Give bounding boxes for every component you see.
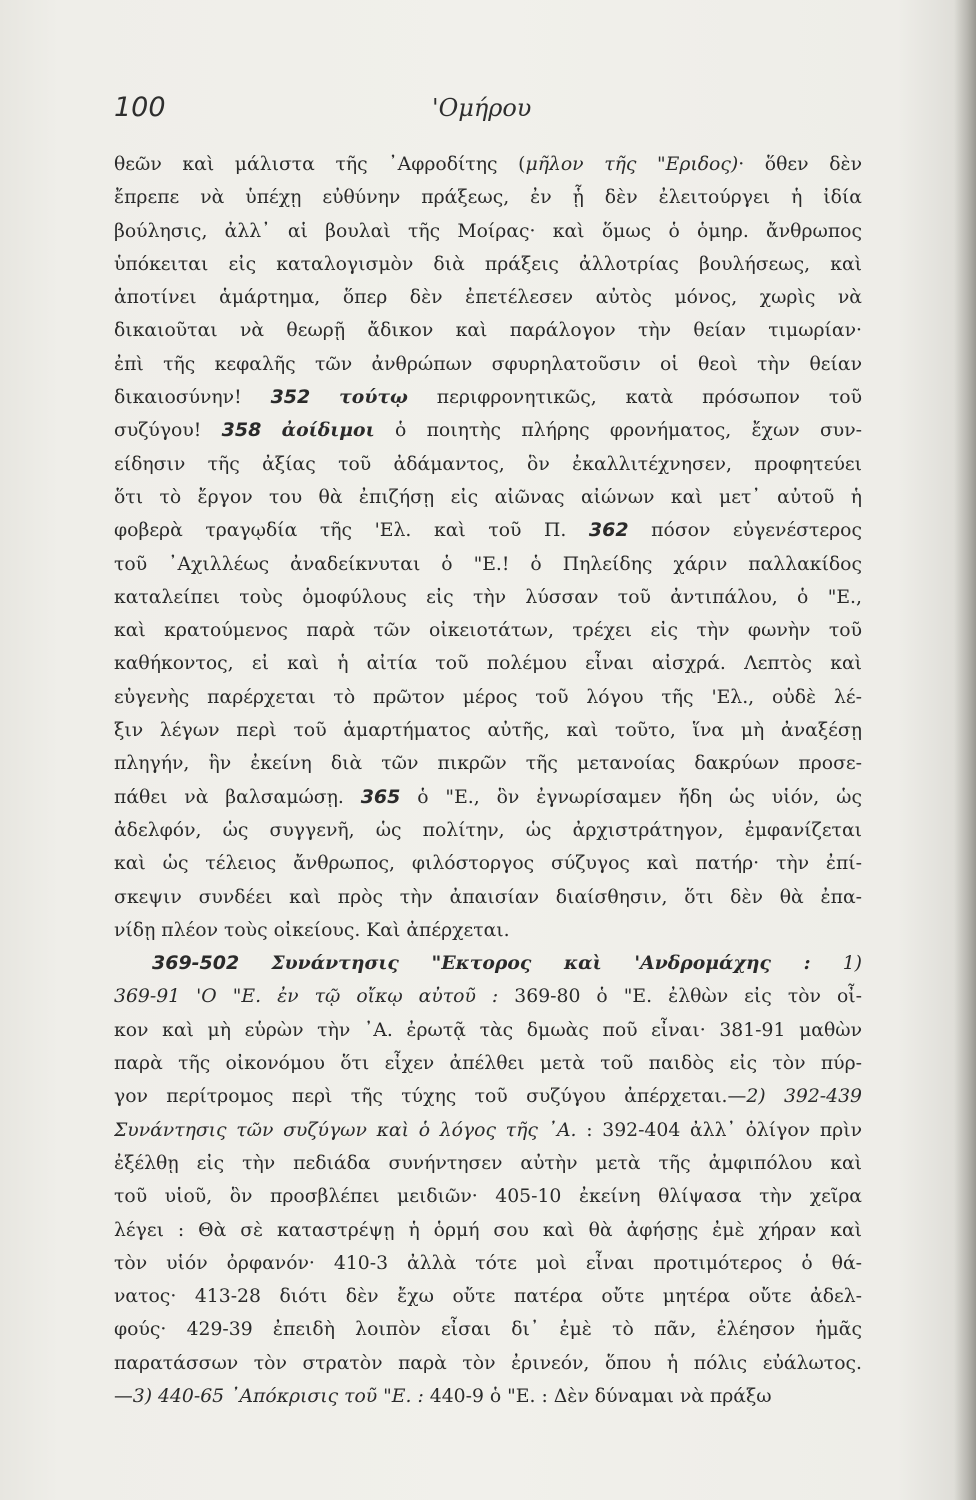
text-line [114, 248, 862, 281]
text-segment: Συνάντησις τῶν συζύγων καὶ ὁ λόγος τῆς ᾿Α. [114, 1119, 577, 1141]
text-segment: νατος· 413-28 διότι δὲν ἔχω οὔτε πατέρα οὔτε μητέρα οὔτε ἀδελ- [114, 1286, 862, 1308]
text-segment: 2) 392-439 [746, 1086, 862, 1108]
text-segment: 369-91 'Ο "Ε. ἐν τῷ οἴκῳ αὐτοῦ : [114, 986, 499, 1008]
text-segment: κον καὶ μὴ εὑρὼν τὴν ᾿Α. ἐρωτᾷ τὰς δμωὰς ποῦ εἶναι· 381-91 μαθὼν [114, 1019, 862, 1041]
text-segment: σκεψιν συνδέει καὶ πρὸς τὴν ἀπαισίαν διαίσθησιν, ὅτι δὲν θὰ ἐπα- [114, 886, 862, 908]
line-reference-number: 358 [221, 419, 262, 442]
text-line [114, 514, 862, 547]
text-segment: ὅτι τὸ ἔργον του θὰ ἐπιζήσῃ εἰς αἰῶνας αἰώνων καὶ μετ᾿ αὐτοῦ ἡ [114, 486, 862, 508]
text-line [114, 647, 862, 680]
text-segment: ὁ ποιητὴς πλήρης φρονήματος, ἔχων συν- [374, 420, 862, 442]
text-line [114, 548, 862, 581]
text-segment: θεῶν καὶ μάλιστα τῆς ᾿Αφροδίτης ( [114, 154, 526, 175]
text-line [114, 980, 862, 1013]
text-segment: καὶ κρατούμενος παρὰ τῶν οἰκειοτάτων, τρέχει εἰς τὴν φωνὴν τοῦ [114, 620, 862, 642]
text-segment: βούλησις, ἀλλ᾿ αἱ βουλαὶ τῆς Μοίρας· καὶ ὅμως ὁ ὁμηρ. ἄνθρωπος [114, 220, 862, 242]
text-line [114, 1280, 862, 1313]
text-segment: — [114, 1385, 133, 1407]
text-line [114, 747, 862, 780]
text-segment: ὑπόκειται εἰς καταλογισμὸν διὰ πράξεις ἀλλοτρίας βουλήσεως, καὶ [114, 253, 862, 275]
text-line [114, 381, 862, 414]
text-segment: καὶ ὡς τέλειος ἄνθρωπος, φιλόστοργος σύζυγος καὶ πατήρ· τὴν ἐπί- [114, 853, 862, 875]
text-segment: ἀδελφόν, ὡς συγγενῆ, ὡς πολίτην, ὡς ἀρχιστράτηγον, ἐμφανίζεται [114, 819, 862, 841]
page-edge-shadow [954, 0, 976, 1500]
line-reference-number: 369-502 [152, 952, 240, 975]
line-reference-number: 362 [588, 519, 629, 542]
line-reference-number: 352 [270, 386, 311, 409]
text-line [114, 481, 862, 514]
text-segment: ξιν λέγων περὶ τοῦ ἁμαρτήματος αὐτῆς, καὶ τοῦτο, ἵνα μὴ ἀναξέσῃ [114, 720, 862, 742]
body-text [114, 148, 862, 1413]
text-line [114, 1214, 862, 1247]
text-segment: 1) [842, 953, 862, 975]
text-line [114, 1014, 862, 1047]
text-segment: δικαιοσύνην! [114, 387, 271, 409]
text-segment: είδησιν τῆς ἀξίας τοῦ ἀδάμαντος, ὃν ἐκαλλιτέχνησεν, προφητεύει [114, 453, 862, 475]
text-segment: δικαιοῦται νὰ θεωρῇ ἄδικον καὶ παράλογον τὴν θείαν τιμωρίαν· [114, 320, 862, 342]
text-segment: πάθει νὰ βαλσαμώσῃ. [114, 786, 361, 808]
text-segment: τοῦ υἱοῦ, ὃν προσβλέπει μειδιῶν· 405-10 ἐκείνη θλίψασα τὴν χεῖρα [114, 1186, 862, 1208]
text-line [114, 1080, 862, 1113]
text-segment [261, 420, 281, 441]
text-line [114, 148, 862, 181]
text-line [114, 281, 862, 314]
text-line [114, 914, 862, 947]
text-segment: · ὅθεν δὲν [738, 154, 862, 175]
text-segment: πόσον εὐγενέστερος [628, 520, 862, 542]
text-segment: περιφρονητικῶς, κατὰ πρόσωπον τοῦ [407, 387, 862, 409]
text-segment: ἀποτίνει ἁμάρτημα, ὅπερ δὲν ἐπετέλεσεν αὐτὸς μόνος, χωρὶς νὰ [114, 287, 862, 309]
text-line [114, 181, 862, 214]
text-line [114, 681, 862, 714]
text-segment: λέγει : Θὰ σὲ καταστρέψῃ ἡ ὁρμή σου καὶ θὰ ἀφήσῃς ἐμὲ χήραν καὶ [114, 1219, 862, 1241]
text-line [114, 448, 862, 481]
text-segment: καταλείπει τοὺς ὁμοφύλους εἰς τὴν λύσσαν τοῦ ἀντιπάλου, ὁ "Ε., [114, 586, 862, 608]
text-segment: : 392-404 ἀλλ᾿ ὀλίγον πρὶν [576, 1119, 862, 1141]
text-line [114, 1047, 862, 1080]
text-line [114, 847, 862, 880]
text-line [114, 947, 862, 980]
text-segment: μῆλον τῆς "Εριδος) [525, 154, 739, 175]
text-segment: Συνάντησις "Εκτορος καὶ 'Ανδρομάχης : [271, 952, 811, 975]
text-line [114, 215, 862, 248]
text-line [114, 414, 862, 447]
page-header [114, 92, 864, 132]
text-line [114, 881, 862, 914]
text-segment: φούς· 429-39 ἐπειδὴ λοιπὸν εἶσαι δι᾿ ἐμὲ τὸ πᾶν, ἐλέησον ἡμᾶς [114, 1319, 862, 1341]
text-line [114, 714, 862, 747]
text-segment: εὐγενὴς παρέρχεται τὸ πρῶτον μέρος τοῦ λόγου τῆς 'Ελ., οὐδὲ λέ- [114, 686, 862, 708]
text-line [114, 1180, 862, 1213]
text-line [114, 1313, 862, 1346]
text-line [114, 1147, 862, 1180]
text-segment: φοβερὰ τραγῳδία τῆς 'Ελ. καὶ τοῦ Π. [114, 520, 589, 542]
text-line [114, 581, 862, 614]
text-segment: ὁ "Ε., ὃν ἐγνωρίσαμεν ἤδη ὡς υἱόν, ὡς [400, 786, 862, 808]
running-head: 'Ομήρου [432, 94, 532, 122]
text-line [114, 1114, 862, 1147]
text-line [114, 314, 862, 347]
text-segment: συζύγου! [114, 420, 222, 442]
text-segment: ἐπὶ τῆς κεφαλῆς τῶν ἀνθρώπων σφυρηλατοῦσιν οἱ θεοὶ τὴν θείαν [114, 353, 862, 375]
text-line [114, 814, 862, 847]
text-segment: ἐξέλθῃ εἰς τὴν πεδιάδα συνήντησεν αὐτὴν μετὰ τῆς ἀμφιπόλου καὶ [114, 1152, 862, 1174]
text-segment: τούτῳ [339, 386, 408, 409]
text-line [114, 614, 862, 647]
line-reference-number: 365 [360, 785, 401, 808]
text-segment: ἔπρεπε νὰ ὑπέχῃ εὐθύνην πράξεως, ἐν ᾗ δὲν ἐλειτούργει ἡ ἰδία [114, 187, 862, 209]
text-segment: 440-9 ὁ "Ε. : Δὲν δύναμαι νὰ πράξω [423, 1385, 772, 1407]
text-segment: καθήκοντος, εἰ καὶ ἡ αἰτία τοῦ πολέμου εἶναι αἰσχρά. Λεπτὸς καὶ [114, 653, 862, 675]
text-segment: ἀοίδιμοι [281, 419, 375, 442]
text-line [114, 1247, 862, 1280]
text-segment: τὸν υἱόν ὀρφανόν· 410-3 ἀλλὰ τότε μοὶ εἶναι προτιμότερος ὁ θά- [114, 1252, 862, 1274]
text-segment [310, 387, 339, 408]
text-segment: τοῦ ᾿Αχιλλέως ἀναδείκνυται ὁ "Ε.! ὁ Πηλείδης χάριν παλλακίδος [114, 553, 862, 575]
text-segment: νίδῃ πλέον τοὺς οἰκείους. Καὶ ἀπέρχεται. [114, 919, 510, 941]
text-segment [811, 953, 843, 974]
text-line [114, 348, 862, 381]
text-line [114, 781, 862, 814]
text-segment: γον περίτρομος περὶ τῆς τύχης τοῦ συζύγου ἀπέρχεται.— [114, 1086, 747, 1108]
text-line [114, 1380, 862, 1413]
text-segment [239, 953, 271, 974]
page-number: 100 [114, 92, 166, 123]
text-segment: 369-80 ὁ "Ε. ἐλθὼν εἰς τὸν οἶ- [498, 986, 862, 1008]
text-segment: 3) 440-65 ᾿Απόκρισις τοῦ "Ε. : [132, 1385, 424, 1407]
text-segment: παρατάσσων τὸν στρατὸν παρὰ τὸν ἐρινεόν, ὅπου ἡ πόλις εὐάλωτος. [114, 1352, 862, 1374]
text-segment: πληγήν, ἣν ἐκείνη διὰ τῶν πικρῶν τῆς μετανοίας δακρύων προσε- [114, 753, 862, 775]
text-segment: παρὰ τῆς οἰκονόμου ὅτι εἶχεν ἀπέλθει μετὰ τοῦ παιδὸς εἰς τὸν πύρ- [114, 1053, 862, 1075]
text-line [114, 1347, 862, 1380]
